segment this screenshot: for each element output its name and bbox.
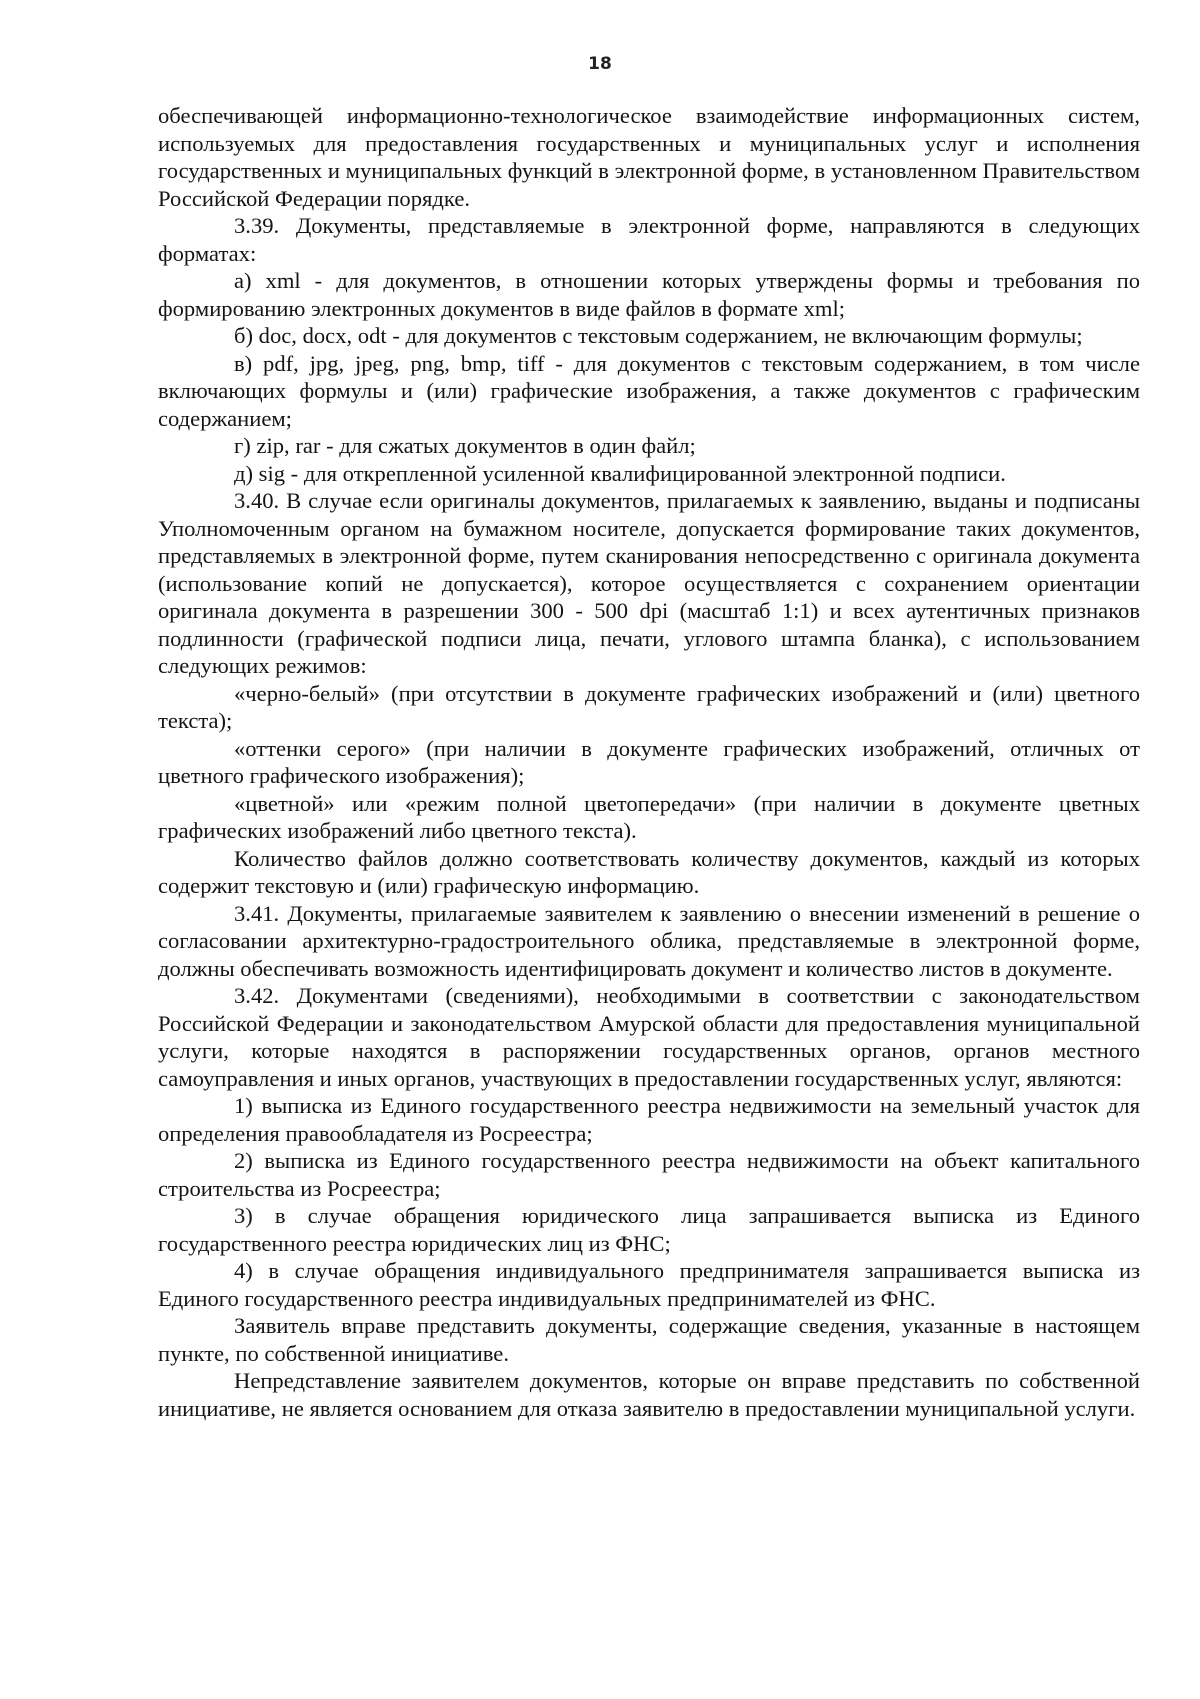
paragraph-3-41: 3.41. Документы, прилагаемые заявителем к заявлению о внесении изменений в решение о согласовании архитектурно-градостроительного облика, представляемые в электронной форме, должны обеспечивать возможность идентифицировать документ и количество листов в документе. xyxy=(158,900,1140,981)
paragraph-3-39: 3.39. Документы, представляемые в электронной форме, направляются в следующих форматах: xyxy=(158,213,1140,266)
list-item-doc: б) doc, docx, odt - для документов с текстовым содержанием, не включающим формулы; xyxy=(234,323,1083,348)
paragraph-continuation: обеспечивающей информационно-технологическое взаимодействие информационных систем, используемых для предоставления государственных и муниципальных услуг и исполнения государственных и муниципальных функций в электронной форме, в установленном Правительством Российской Федерации порядке. xyxy=(158,103,1140,211)
paragraph-3-40: 3.40. В случае если оригиналы документов, прилагаемых к заявлению, выданы и подписаны Уполномоченным органом на бумажном носителе, допускается формирование таких документов, представляемых в электронной форме, путем сканирования непосредственно с оригинала документа (использование копий не допускается), которое осуществляется с сохранением ориентации оригинала документа в разрешении 300 - 500 dpi (масштаб 1:1) и всех аутентичных признаков подлинности (графической подписи лица, печати, углового штампа бланка), с использованием следующих режимов: xyxy=(158,488,1140,678)
page-number: 18 xyxy=(588,54,612,74)
list-item-3: 3) в случае обращения юридического лица запрашивается выписка из Единого государственного реестра юридических лиц из ФНС; xyxy=(158,1203,1140,1256)
mode-color: «цветной» или «режим полной цветопередачи» (при наличии в документе цветных графических изображений либо цветного текста). xyxy=(158,790,1140,843)
list-item-pdf: в) pdf, jpg, jpeg, png, bmp, tiff - для документов с текстовым содержанием, в том числе включающих формулы и (или) графические изображения, а также документов с графическим содержанием; xyxy=(158,350,1140,431)
document-body xyxy=(158,102,1140,1422)
list-item-xml: а) xml - для документов, в отношении которых утверждены формы и требования по формированию электронных документов в виде файлов в формате xml; xyxy=(158,268,1140,321)
paragraph-file-count: Количество файлов должно соответствовать количеству документов, каждый из которых содержит текстовую и (или) графическую информацию. xyxy=(158,845,1140,898)
list-item-sig: д) sig - для открепленной усиленной квалифицированной электронной подписи. xyxy=(234,460,1006,486)
list-item-4: 4) в случае обращения индивидуального предпринимателя запрашивается выписка из Единого государственного реестра индивидуальных предпринимателей из ФНС. xyxy=(158,1258,1140,1311)
list-item-zip: г) zip, rar - для сжатых документов в один файл; xyxy=(234,433,696,458)
paragraph-applicant-right: Заявитель вправе представить документы, содержащие сведения, указанные в настоящем пункте, по собственной инициативе. xyxy=(158,1313,1140,1366)
paragraph-3-42: 3.42. Документами (сведениями), необходимыми в соответствии с законодательством Российской Федерации и законодательством Амурской области для предоставления муниципальной услуги, которые находятся в распоряжении государственных органов, органов местного самоуправления и иных органов, участвующих в предоставлении государственных услуг, являются: xyxy=(158,983,1140,1091)
list-item-2: 2) выписка из Единого государственного реестра недвижимости на объект капитального строительства из Росреестра; xyxy=(158,1148,1140,1201)
list-item-1: 1) выписка из Единого государственного реестра недвижимости на земельный участок для определения правообладателя из Росреестра; xyxy=(158,1093,1140,1146)
mode-grayscale: «оттенки серого» (при наличии в документе графических изображений, отличных от цветного графического изображения); xyxy=(158,735,1140,788)
mode-black-white: «черно-белый» (при отсутствии в документе графических изображений и (или) цветного текста); xyxy=(158,680,1140,733)
paragraph-non-submission: Непредставление заявителем документов, которые он вправе представить по собственной инициативе, не является основанием для отказа заявителю в предоставлении муниципальной услуги. xyxy=(158,1368,1140,1421)
